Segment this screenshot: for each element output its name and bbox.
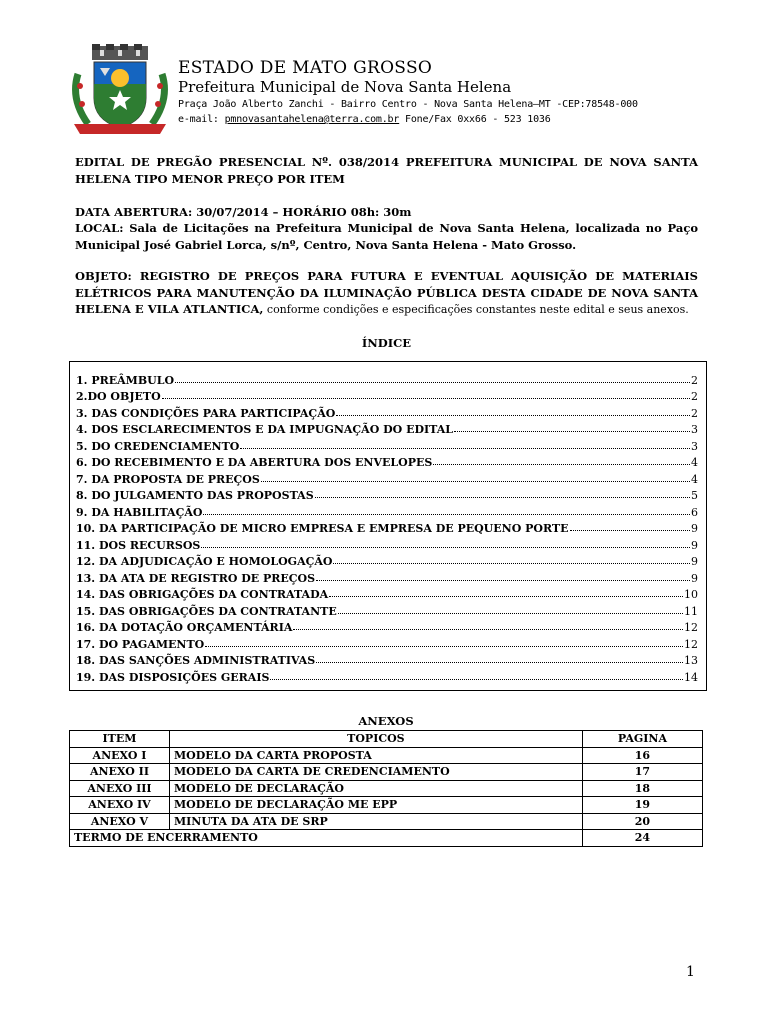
toc-item-page: 9 [691,522,698,535]
toc-item-label: 10. DA PARTICIPAÇÃO DE MICRO EMPRESA E EMPRESA DE PEQUENO PORTE [76,522,569,535]
toc-item-label: 9. DA HABILITAÇÃO [76,505,203,519]
header-item: ITEM [70,731,170,748]
toc-item-page: 9 [691,555,698,568]
anexo-pagina: 17 [582,764,702,781]
toc-item-page: 5 [691,489,698,502]
toc-leader-dots [203,514,690,515]
toc-item[interactable] [76,502,698,519]
objeto-paragraph [75,268,698,319]
toc-item-label: 14. DAS OBRIGAÇÕES DA CONTRATADA [76,588,329,601]
termo-pagina: 24 [582,830,702,847]
toc-item[interactable] [76,453,698,470]
toc-item-label: 19. DAS DISPOSIÇÕES GERAIS [76,670,270,684]
table-row [70,780,703,797]
toc-item[interactable] [76,387,698,404]
data-abertura: DATA ABERTURA: 30/07/2014 – HORÁRIO 08h: 30m [75,205,412,219]
termo-row [70,830,703,847]
toc-item[interactable] [76,469,698,486]
toc-item[interactable] [76,585,698,602]
toc-leader-dots [329,596,683,597]
letterhead-text [178,58,718,127]
toc-item-label: 5. DO CREDENCIAMENTO [76,439,240,453]
toc-item[interactable] [76,535,698,552]
toc-leader-dots [175,382,690,383]
toc-item[interactable] [76,420,698,437]
toc-item-page: 12 [684,637,698,651]
toc-list [76,370,698,684]
toc-item[interactable] [76,519,698,536]
toc-leader-dots [454,431,690,432]
toc-leader-dots [338,613,683,614]
anexo-item: ANEXO IV [70,797,170,814]
toc-item[interactable] [76,651,698,668]
page-number: 1 [686,964,695,980]
toc-item-page: 6 [691,505,698,519]
toc-item-page: 13 [684,654,698,667]
toc-item[interactable] [76,634,698,651]
anexo-item: ANEXO I [70,747,170,764]
table-row [70,797,703,814]
toc-item-page: 9 [691,571,698,585]
toc-item-page: 4 [691,456,698,469]
table-row [70,747,703,764]
termo-label: TERMO DE ENCERRAMENTO [70,830,583,847]
header-pagina: PAGINA [582,731,702,748]
letterhead [70,44,710,136]
toc-leader-dots [570,530,691,531]
header-topicos: TOPICOS [169,731,582,748]
anexos-title: ANEXOS [358,714,414,728]
anexo-item: ANEXO II [70,764,170,781]
anexo-pagina: 20 [582,813,702,830]
email-link[interactable]: pmnovasantahelena@terra.com.br [224,114,400,125]
toc-item-page: 11 [684,604,698,618]
anexos-header-row [70,731,703,748]
toc-item-page: 12 [684,621,698,634]
toc-item[interactable] [76,403,698,420]
anexo-topico: MODELO DA CARTA PROPOSTA [169,747,582,764]
toc-leader-dots [316,662,683,663]
anexos-table [69,730,703,847]
toc-item-label: 8. DO JULGAMENTO DAS PROPOSTAS [76,489,314,502]
toc-item-label: 6. DO RECEBIMENTO E DA ABERTURA DOS ENVELOPES [76,456,433,469]
toc-leader-dots [205,646,683,647]
toc-item-label: 1. PREÂMBULO [76,373,175,387]
table-row [70,764,703,781]
prefeitura-name: Prefeitura Municipal de Nova Santa Helena [178,78,512,96]
toc-leader-dots [433,464,690,465]
anexo-topico: MINUTA DA ATA DE SRP [169,813,582,830]
toc-leader-dots [201,547,690,548]
toc-item-label: 4. DOS ESCLARECIMENTOS E DA IMPUGNAÇÃO DO EDITAL [76,423,454,436]
toc-item-label: 15. DAS OBRIGAÇÕES DA CONTRATANTE [76,604,337,618]
table-row [70,813,703,830]
toc-item[interactable] [76,436,698,453]
toc-item-label: 11. DOS RECURSOS [76,538,201,552]
toc-item[interactable] [76,667,698,684]
state-name: ESTADO DE MATO GROSSO [178,58,433,78]
indice-title: ÍNDICE [361,336,412,350]
toc-item-label: 16. DA DOTAÇÃO ORÇAMENTÁRIA [76,621,293,634]
toc-item-label: 13. DA ATA DE REGISTRO DE PREÇOS [76,571,316,585]
toc-item-label: 3. DAS CONDIÇÕES PARA PARTICIPAÇÃO [76,406,336,420]
edital-title: EDITAL DE PREGÃO PRESENCIAL Nº. 038/2014 PREFEITURA MUNICIPAL DE NOVA SANTA HELENA TIPO MENOR PREÇO POR ITEM [75,155,698,186]
objeto-bold: OBJETO: REGISTRO DE PREÇOS PARA FUTURA E EVENTUAL AQUISIÇÃO DE MATERIAIS ELÉTRICOS PARA MANUTENÇÃO DA ILUMINAÇÃO PÚBLICA DESTA CIDADE DE NOVA SANTA HELENA E VILA ATLANTICA, [75,269,698,316]
toc-item[interactable] [76,370,698,387]
toc-item-page: 4 [691,472,698,486]
toc-item[interactable] [76,601,698,618]
anexo-item: ANEXO V [70,813,170,830]
toc-item-page: 3 [691,423,698,436]
toc-item[interactable] [76,552,698,569]
toc-item-page: 10 [684,588,698,601]
anexo-topico: MODELO DE DECLARAÇÃO ME EPP [169,797,582,814]
toc-item-page: 2 [691,373,698,387]
toc-item-label: 12. DA ADJUDICAÇÃO E HOMOLOGAÇÃO [76,555,333,568]
toc-leader-dots [162,398,690,399]
toc-item-label: 7. DA PROPOSTA DE PREÇOS [76,472,260,486]
toc-item-label: 18. DAS SANÇÕES ADMINISTRATIVAS [76,654,316,667]
table-of-contents [69,361,707,691]
toc-item-page: 2 [691,406,698,420]
anexo-pagina: 18 [582,780,702,797]
contact-line [178,112,718,127]
email-prefix: e-mail: [178,114,225,125]
toc-item-page: 9 [691,538,698,552]
anexo-item: ANEXO III [70,780,170,797]
toc-leader-dots [315,497,690,498]
toc-item[interactable] [76,568,698,585]
address-line: Praça João Alberto Zanchi - Bairro Centro - Nova Santa Helena–MT -CEP:78548-000 [178,99,638,110]
toc-leader-dots [336,415,690,416]
local-text: LOCAL: Sala de Licitações na Prefeitura Municipal de Nova Santa Helena, localizada no Paço Municipal José Gabriel Lorca, s/nº, Centro, Nova Santa Helena - Mato Grosso. [75,221,698,252]
coat-of-arms-icon [70,44,170,136]
toc-item-page: 2 [691,390,698,403]
toc-item-label: 2.DO OBJETO [76,390,161,403]
phone-text: Fone/Fax 0xx66 - 523 1036 [399,114,551,125]
toc-item-label: 17. DO PAGAMENTO [76,637,205,651]
toc-item[interactable] [76,618,698,635]
toc-leader-dots [316,580,690,581]
anexo-pagina: 16 [582,747,702,764]
toc-leader-dots [261,481,690,482]
anexo-pagina: 19 [582,797,702,814]
toc-leader-dots [240,448,690,449]
toc-leader-dots [333,563,690,564]
toc-leader-dots [270,679,683,680]
objeto-normal: conforme condições e especificações constantes neste edital e seus anexos. [263,303,689,316]
anexos-body [70,747,703,846]
toc-item-page: 14 [684,670,698,684]
toc-item[interactable] [76,486,698,503]
anexo-topico: MODELO DA CARTA DE CREDENCIAMENTO [169,764,582,781]
anexo-topico: MODELO DE DECLARAÇÃO [169,780,582,797]
toc-leader-dots [293,629,683,630]
toc-item-page: 3 [691,439,698,453]
